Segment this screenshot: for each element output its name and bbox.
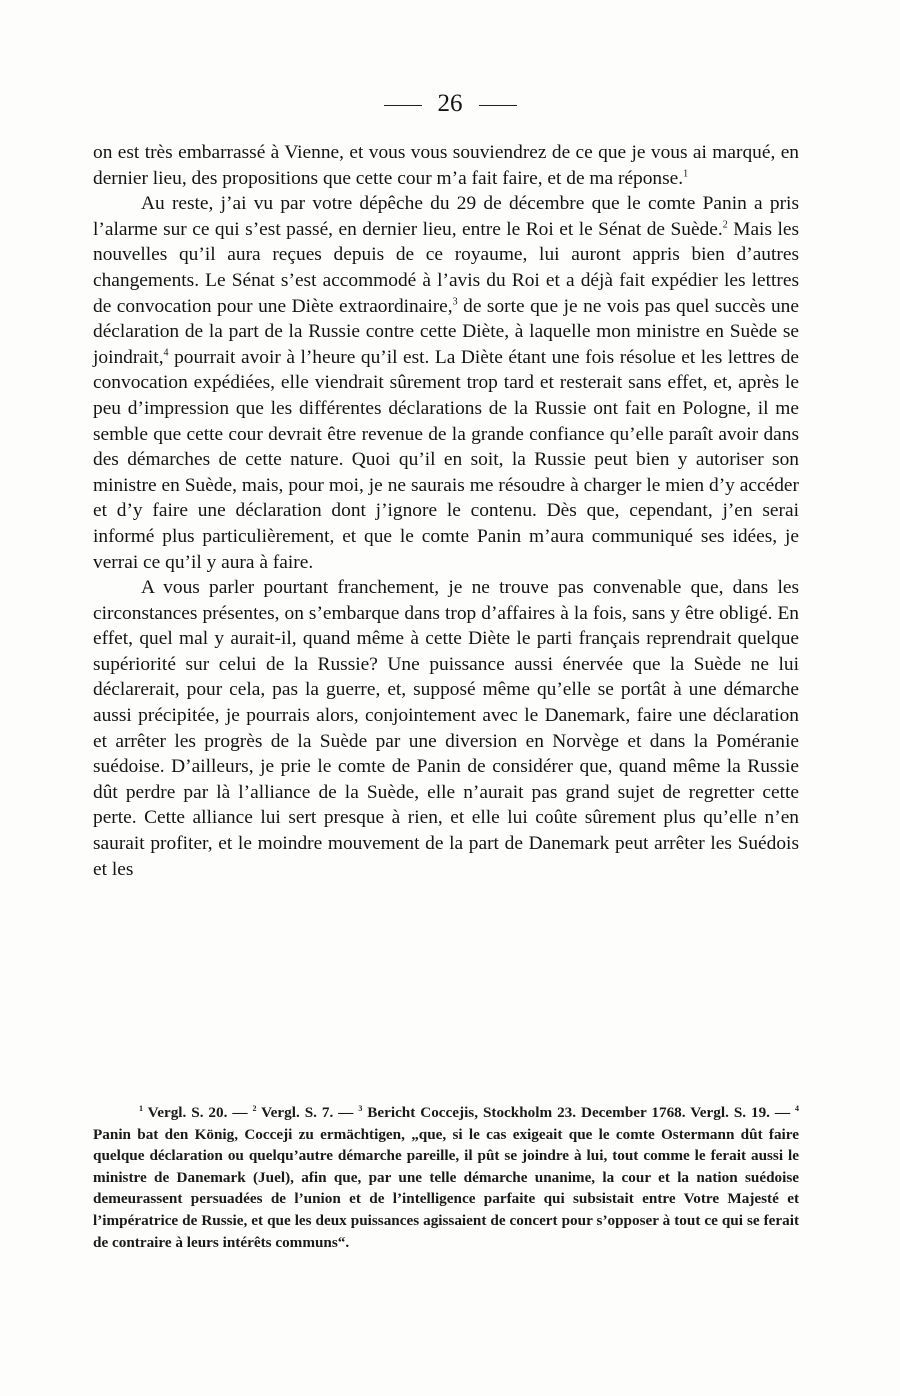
body-text [93, 140, 799, 882]
footnote-ref-1: 1 [683, 168, 689, 180]
paragraph-1 [93, 140, 799, 191]
footnote-ref-3: 3 [452, 296, 458, 308]
page-number: 26 [437, 90, 463, 117]
paragraph-2-part-3: de sorte que je ne vois pas quel succès une déclaration de la part de la Russie contre cette Diète, à laquelle mon ministre en Suède se joindrait, [93, 295, 799, 368]
footnote-2-text: Vergl. S. 7. — [256, 1104, 359, 1121]
footnotes-block [93, 1102, 799, 1253]
paragraph-3-text: A vous parler pourtant franchement, je ne trouve pas convenable que, dans les circonstances présentes, on s’embarque dans trop d’affaires à la fois, sans y être obligé. En effet, quel mal y aurait-il, quand même à cette Diète le parti français reprendrait quelque supériorité sur celui de la Russie? Une puissance aussi énervée que la Suède ne lui déclarerait, pour cela, pas la guerre, et, supposé même qu’elle se portât à une démarche aussi précipitée, je pourrais alors, conjointement avec le Danemark, faire une déclaration et arrêter les progrès de la Suède par une diversion en Norvège et dans la Poméranie suédoise. D’ailleurs, je prie le comte de Panin de considérer que, quand même la Russie dût perdre par là l’alliance de la Suède, elle n’aurait pas grand sujet de regretter cette perte. Cette alliance lui sert presque à rien, et elle lui coûte sûrement plus qu’elle n’en saurait profiter, et le moindre mouvement de la part de Danemark peut arrêter les Suédois et les [93, 577, 799, 880]
footnote-ref-4: 4 [163, 347, 169, 359]
footnotes [93, 1102, 799, 1253]
footnote-1-text: Vergl. S. 20. — [143, 1104, 253, 1121]
footnote-ref-2: 2 [722, 219, 728, 231]
right-dash [479, 105, 517, 106]
footnote-mark-1: 1 [139, 1103, 143, 1113]
footnote-mark-3: 3 [358, 1103, 363, 1113]
paragraph-2-part-1: Au reste, j’ai vu par votre dépêche du 29 de décembre que le comte Panin a pris l’alarme sur ce qui s’est passé, en dernier lieu, entre le Roi et le Sénat de Suède. [93, 193, 799, 240]
paragraph-2-part-4: pourrait avoir à l’heure qu’il est. La Diète étant une fois résolue et les lettres de convocation expédiées, elle viendrait sûrement trop tard et resterait sans effet, et, après le peu d’impression que les différentes déclarations de la Russie ont fait en Pologne, il me semble que cette cour devrait être revenue de la grande confiance qu’elle paraît avoir dans des démarches de cette nature. Quoi qu’il en soit, la Russie peut bien y autoriser son ministre en Suède, mais, pour moi, je ne saurais me résoudre à charger le mien d’y accéder et d’y faire une déclaration dont j’ignore le contenu. Dès que, cependant, j’en serai informé plus particulièrement, et que le comte Panin m’aura communiqué ses idées, je verrai ce qu’il y aura à faire. [93, 346, 799, 573]
paragraph-2 [93, 191, 799, 575]
paragraph-2-part-2: Mais les nouvelles qu’il aura reçues depuis de ce royaume, lui auront appris bien d’autres changements. Le Sénat s’est accommodé à l’avis du Roi et a déjà fait expédier les lettres de convocation pour une Diète extraordinaire, [93, 218, 799, 317]
paragraph-1-text: on est très embarrassé à Vienne, et vous vous souviendrez de ce que je vous ai marqué, en dernier lieu, des propositions que cette cour m’a fait faire, et de ma réponse. [93, 142, 799, 189]
footnote-3-text: Bericht Coccejis, Stockholm 23. December 1768. Vergl. S. 19. — [362, 1104, 796, 1121]
footnote-mark-2: 2 [252, 1103, 257, 1113]
left-dash [384, 105, 422, 106]
paragraph-3 [93, 575, 799, 882]
footnote-4-text: Panin bat den König, Cocceji zu ermächtigen, „que, si le cas exigeait que le comte Ostermann dût faire quelque déclaration ou quelqu’autre démarche pareille, il pût se joindre à lui, tout comme le ferait aussi le ministre de Danemark (Juel), afin que, par une telle démarche unanime, la cour et la nation suédoise demeurassent persuadées de l’union et de l’intelligence parfaite qui subsistait entre Votre Majesté et l’impératrice de Russie, et que les deux puissances agissaient de concert pour s’opposer à tout ce qui se ferait de contraire à leurs intérêts communs“. [93, 1125, 799, 1251]
page-number-header [0, 88, 900, 120]
footnote-mark-4: 4 [795, 1103, 800, 1113]
